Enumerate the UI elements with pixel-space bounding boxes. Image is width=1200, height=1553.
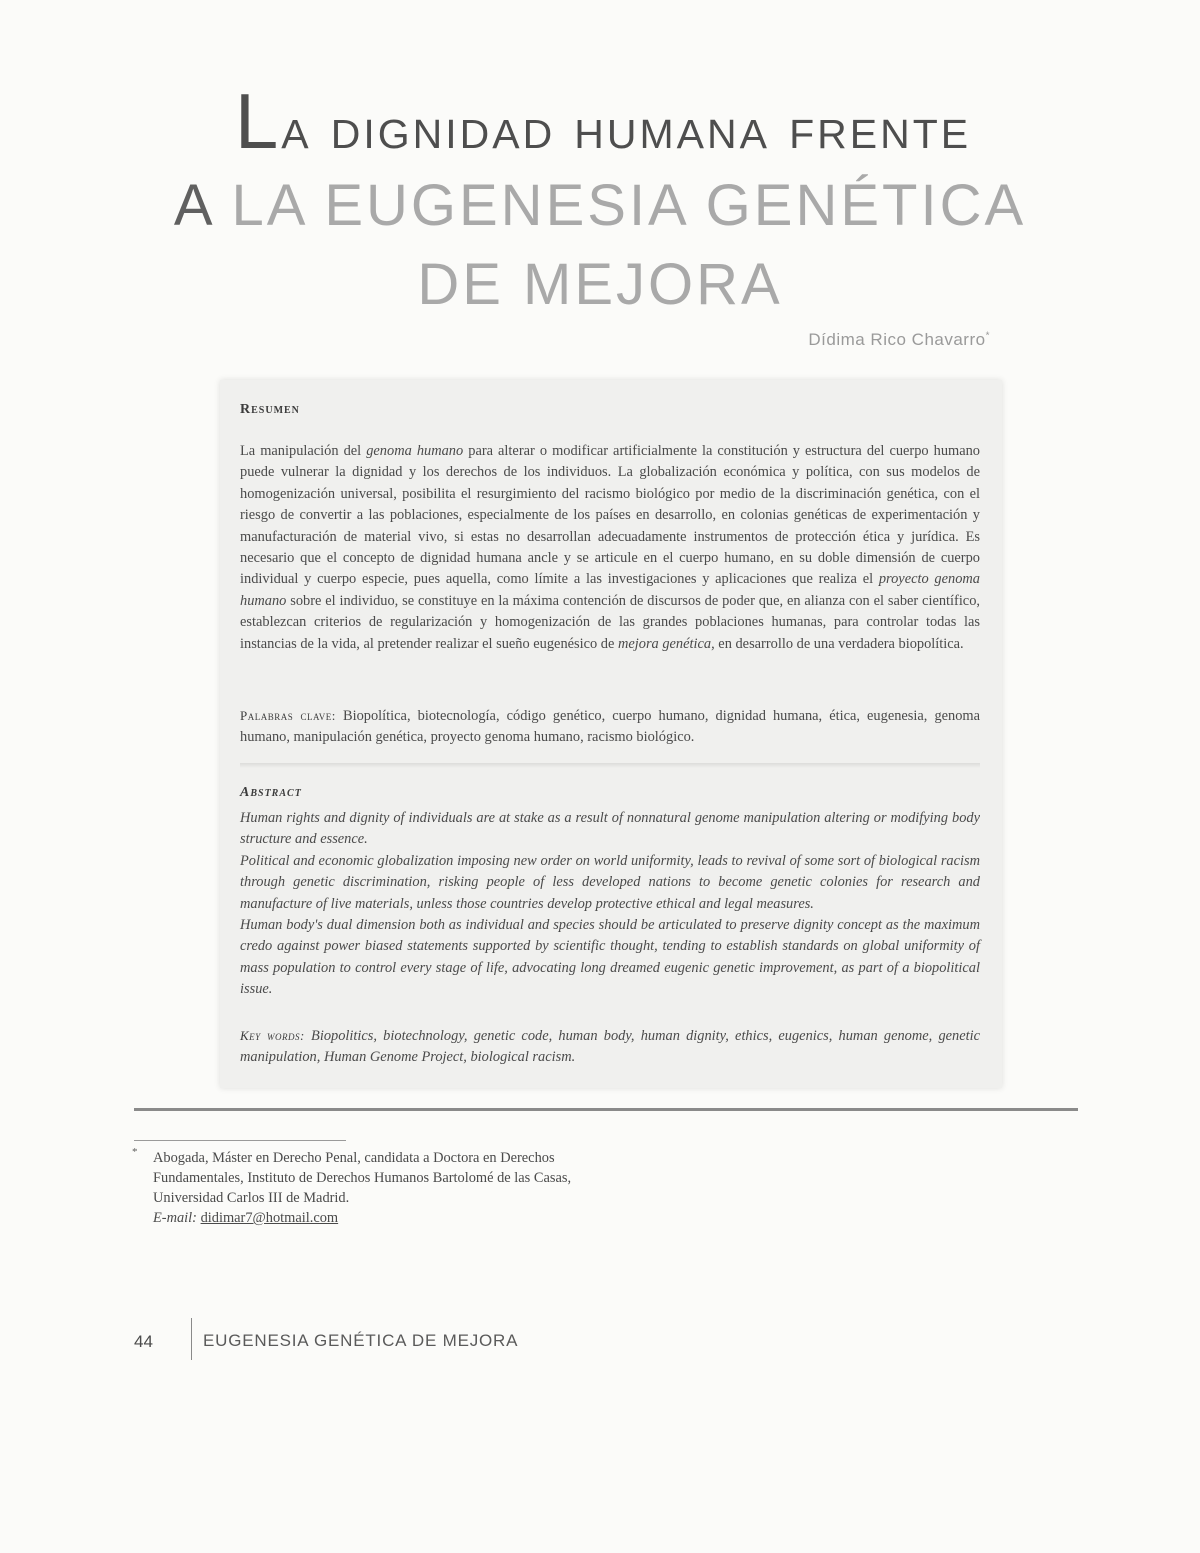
palabras-clave-label: Palabras clave: — [240, 708, 336, 723]
author-footnote — [153, 1148, 593, 1228]
article-title-line-2 — [0, 173, 1200, 238]
footnote-mark: * — [132, 1146, 138, 1158]
palabras-clave-text: Biopolítica, biotecnología, código genético, cuerpo humano, dignidad humana, ética, eugenesia, genoma humano, manipulación genética, proyecto genoma humano, racismo biológico. — [240, 708, 980, 746]
email-label: E-mail: — [153, 1210, 197, 1226]
title-line-2-text: LA EUGENESIA GENÉTICA — [212, 173, 1027, 238]
author-name: Dídima Rico Chavarro — [808, 330, 986, 349]
resumen-text-3: sobre el individuo, se constituye en la máxima contención de discursos de poder que, en alianza con el saber científico, establezcan criterios de regularización y homogenización de las grandes poblaciones humanas, para controlar todas las instancias de la vida, al pretender realizar el sueño eugenésico de — [240, 592, 980, 652]
title-line-2-initial: A — [173, 173, 213, 238]
author-footnote-mark: * — [985, 330, 990, 342]
resumen-italic-1: genoma humano — [366, 443, 464, 459]
author-byline — [808, 330, 990, 350]
key-words-label: Key words: — [240, 1028, 305, 1043]
resumen-text-2: para alterar o modificar artificialmente la constitución y estructura del cuerpo humano puede vulnerar la dignidad y los derechos de los individuos. La globalización económica y política, con sus modelos de homogenización universal, posibilita el resurgimiento del racismo biológico por medio de la discriminación genética, con el riesgo de convertir a las poblaciones, especialmente de los países en desarrollo, en colonias genéticas de experimentación y manufacturación de material vivo, si estas no desarrollan adecuadamente instrumentos de protección ética y jurídica. Es necesario que el concepto de dignidad humana ancle y se articule en el cuerpo humano, en su doble dimensión de cuerpo individual y cuerpo especie, pues aquella, como límite a las investigaciones y aplicaciones que realiza el — [240, 443, 980, 588]
key-words-text: Biopolitics, biotechnology, genetic code, human body, human dignity, ethics, eugenics, human genome, genetic manipulation, Human Genome Project, biological racism. — [240, 1028, 980, 1066]
abstract-paragraph-2: Political and economic globalization imposing new order on world uniformity, leads to revival of some sort of biological racism through genetic discrimination, risking people of less developed nations to become genetic colonies for research and manufacture of live materials, unless those countries develop protective ethical and legal measures. — [240, 852, 980, 912]
resumen-body — [240, 441, 980, 655]
abstract-paragraph-1: Human rights and dignity of individuals are at stake as a result of nonnatural genome manipulation altering or modifying body structure and essence. — [240, 810, 980, 848]
title-line-1-text: a dignidad humana frente — [281, 96, 972, 161]
footnote-text: Abogada, Máster en Derecho Penal, candidata a Doctora en Derechos Fundamentales, Instituto de Derechos Humanos Bartolomé de las Casas, Universidad Carlos III de Madrid. — [153, 1150, 572, 1206]
resumen-keywords — [240, 705, 980, 749]
running-header-separator — [191, 1318, 192, 1360]
footnote-rule — [134, 1140, 346, 1141]
page-divider — [134, 1108, 1078, 1111]
article-title-line-1 — [0, 77, 1200, 165]
title-initial: L — [234, 77, 282, 165]
abstract-keywords — [240, 1025, 980, 1069]
abstract-box — [220, 380, 1002, 1088]
section-divider — [240, 763, 980, 768]
resumen-italic-3: mejora genética — [617, 635, 712, 652]
resumen-italic-2: proyecto genoma humano — [240, 571, 980, 609]
abstract-heading: Abstract — [240, 785, 302, 800]
running-title: EUGENESIA GENÉTICA DE MEJORA — [203, 1331, 519, 1350]
page-number: 44 — [134, 1332, 153, 1351]
abstract-paragraph-3: Human body's dual dimension both as individual and species should be articulated to preserve dignity concept as the maximum credo against power biased statements supported by scientific thought, tending to establish standards on global uniformity of mass population to control every stage of life, advocating long dreamed eugenic genetic improvement, as part of a biopolitical issue. — [240, 917, 980, 998]
resumen-text-4: , en desarrollo de una verdadera biopolítica. — [711, 635, 964, 652]
email-link[interactable]: didimar7@hotmail.com — [200, 1210, 339, 1226]
abstract-body — [240, 808, 980, 1001]
article-title-line-3: DE MEJORA — [417, 252, 783, 317]
resumen-heading: Resumen — [240, 402, 300, 417]
resumen-text-1: La manipulación del — [240, 443, 367, 459]
